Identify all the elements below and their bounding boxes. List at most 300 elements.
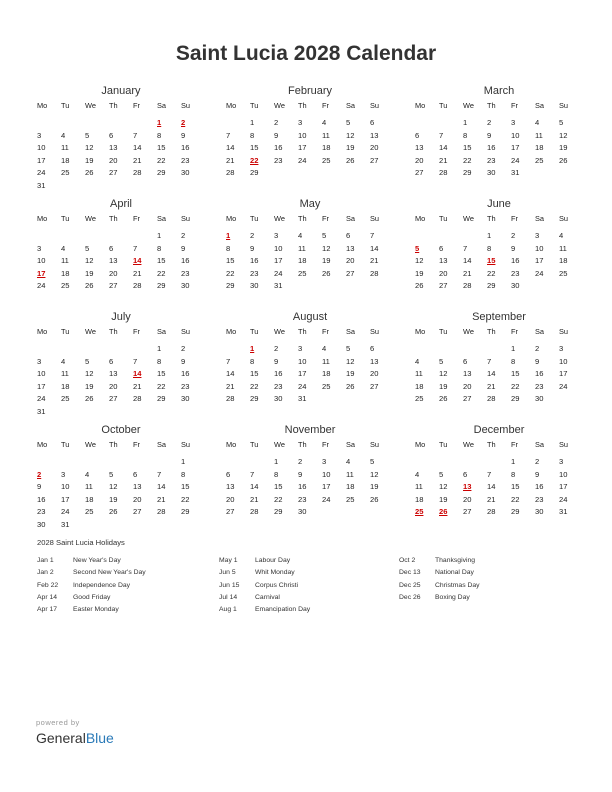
day: 4 [559, 231, 564, 240]
day: 4 [415, 356, 420, 366]
day: 8 [157, 243, 162, 253]
month-days-grid [415, 325, 583, 406]
month-days-grid [37, 325, 205, 419]
day: 31 [559, 507, 568, 517]
day: 20 [370, 143, 379, 153]
empty-day [109, 456, 133, 469]
holiday-row [37, 555, 146, 567]
day: 3 [535, 231, 540, 240]
day: 26 [346, 381, 355, 391]
day: 18 [346, 482, 355, 492]
day: 13 [415, 143, 424, 153]
day: 28 [439, 168, 448, 178]
day: 29 [511, 394, 520, 404]
holiday-day: 1 [226, 231, 231, 240]
day: 12 [370, 469, 379, 479]
day: 6 [370, 344, 375, 353]
month-days-grid [37, 212, 205, 293]
weekday-header: Mo [226, 440, 237, 449]
day: 26 [370, 494, 379, 504]
day: 19 [415, 268, 424, 278]
day: 26 [85, 281, 94, 291]
day: 15 [157, 256, 166, 266]
day: 24 [559, 494, 568, 504]
empty-day [85, 230, 109, 243]
day: 25 [61, 394, 70, 404]
day: 19 [322, 256, 331, 266]
day: 3 [559, 344, 564, 353]
day: 7 [157, 469, 162, 479]
holiday-day: 1 [250, 344, 255, 353]
day: 26 [439, 394, 448, 404]
day: 13 [439, 256, 448, 266]
weekday-header: Mo [226, 214, 237, 223]
day: 5 [346, 118, 351, 127]
month-name: June [487, 198, 511, 210]
holiday-date: Apr 14 [37, 593, 58, 601]
holiday-day: 15 [487, 256, 496, 266]
brand-logo[interactable] [36, 730, 114, 746]
month-days-grid [415, 99, 583, 180]
weekday-header: Tu [439, 101, 448, 110]
day: 20 [226, 494, 235, 504]
day: 14 [250, 482, 259, 492]
month-september [415, 309, 583, 406]
day: 13 [226, 482, 235, 492]
day: 27 [109, 168, 118, 178]
day: 19 [559, 143, 568, 153]
day: 4 [322, 118, 327, 127]
holiday-row [37, 592, 146, 604]
weekday-header: Su [559, 101, 569, 110]
holiday-row [219, 567, 310, 579]
day: 4 [298, 231, 303, 240]
day: 7 [226, 356, 231, 366]
holiday-day: 22 [250, 155, 259, 165]
day: 4 [322, 344, 327, 353]
weekday-header: We [274, 440, 285, 449]
day: 15 [463, 143, 472, 153]
day: 14 [226, 143, 235, 153]
day: 24 [535, 268, 544, 278]
day: 7 [250, 469, 255, 479]
month-days-grid [415, 438, 583, 519]
holiday-name: Easter Monday [73, 606, 119, 614]
month-days-grid [37, 99, 205, 193]
day: 4 [61, 130, 66, 140]
weekday-header: Tu [250, 101, 259, 110]
day: 5 [439, 356, 444, 366]
day: 6 [463, 356, 468, 366]
day: 26 [85, 168, 94, 178]
day: 6 [463, 469, 468, 479]
day: 8 [511, 469, 516, 479]
weekday-header: We [463, 214, 474, 223]
day: 30 [298, 507, 307, 517]
day: 29 [157, 394, 166, 404]
day: 20 [439, 268, 448, 278]
weekday-header: Fr [511, 214, 518, 223]
holiday-day: 2 [37, 469, 42, 479]
day: 21 [133, 268, 142, 278]
day: 27 [109, 281, 118, 291]
day: 21 [157, 494, 166, 504]
holiday-name: Christmas Day [435, 581, 480, 589]
day: 11 [298, 243, 306, 253]
weekday-header: Fr [322, 327, 329, 336]
day: 28 [487, 507, 496, 517]
day: 9 [274, 130, 279, 140]
day: 10 [61, 482, 70, 492]
month-july [37, 309, 205, 419]
day: 8 [157, 130, 162, 140]
empty-day [463, 456, 487, 469]
day: 24 [298, 155, 307, 165]
holiday-column [219, 555, 310, 616]
day: 24 [322, 494, 331, 504]
day: 5 [439, 469, 444, 479]
day: 23 [298, 494, 307, 504]
day: 31 [274, 281, 283, 291]
day: 19 [346, 369, 355, 379]
weekday-header: We [463, 327, 474, 336]
day: 10 [559, 469, 568, 479]
day: 7 [226, 130, 231, 140]
day: 14 [463, 256, 472, 266]
day: 25 [61, 168, 70, 178]
weekday-header: Th [109, 327, 118, 336]
day: 5 [559, 118, 564, 127]
day: 21 [439, 155, 448, 165]
holiday-day: 2 [181, 118, 186, 127]
day: 6 [415, 130, 420, 140]
day: 6 [346, 231, 351, 240]
day: 17 [535, 256, 544, 266]
day: 16 [37, 494, 46, 504]
month-october [37, 422, 205, 532]
weekday-header: Th [487, 214, 496, 223]
empty-day [487, 343, 511, 356]
weekday-header: Mo [415, 327, 426, 336]
weekday-header: Fr [133, 327, 140, 336]
day: 24 [61, 507, 70, 517]
day: 11 [61, 369, 69, 379]
day: 24 [37, 394, 46, 404]
weekday-header: Sa [157, 440, 167, 449]
day: 18 [85, 494, 94, 504]
day: 1 [463, 118, 468, 127]
day: 31 [37, 406, 46, 416]
day: 10 [511, 130, 520, 140]
weekday-header: We [463, 440, 474, 449]
day: 18 [415, 381, 424, 391]
holiday-row [219, 555, 310, 567]
weekday-header: Sa [346, 101, 356, 110]
holiday-date: Jan 1 [37, 557, 54, 564]
day: 11 [559, 243, 567, 253]
weekday-header: Fr [133, 101, 140, 110]
day: 5 [85, 356, 90, 366]
day: 14 [370, 243, 379, 253]
day: 20 [463, 381, 472, 391]
empty-day [37, 230, 61, 243]
empty-day [109, 230, 133, 243]
day: 29 [157, 168, 166, 178]
holiday-row [219, 592, 310, 604]
holiday-date: Jun 15 [219, 581, 240, 589]
weekday-header: We [274, 327, 285, 336]
day: 9 [181, 356, 186, 366]
month-name: February [287, 85, 333, 97]
day: 24 [274, 268, 283, 278]
holiday-row [219, 580, 310, 592]
weekday-header: Sa [535, 214, 545, 223]
day: 22 [226, 268, 235, 278]
weekday-header: Sa [535, 440, 545, 449]
day: 26 [85, 394, 94, 404]
day: 10 [274, 243, 283, 253]
day: 16 [487, 143, 496, 153]
weekday-header: Fr [133, 214, 140, 223]
day: 13 [346, 243, 355, 253]
day: 17 [298, 369, 307, 379]
month-april [37, 196, 205, 293]
weekday-header: Th [109, 214, 118, 223]
day: 23 [274, 381, 283, 391]
day: 12 [85, 256, 94, 266]
day: 17 [559, 482, 568, 492]
day: 29 [463, 168, 472, 178]
day: 12 [559, 130, 568, 140]
weekday-header: Sa [346, 327, 356, 336]
month-august [226, 309, 394, 406]
day: 7 [370, 231, 375, 240]
holiday-day: 17 [37, 268, 46, 278]
day: 6 [370, 118, 375, 127]
month-name: October [101, 424, 141, 436]
day: 4 [535, 118, 540, 127]
weekday-header: Su [559, 440, 569, 449]
empty-day [415, 117, 439, 130]
day: 25 [322, 155, 331, 165]
day: 4 [61, 356, 66, 366]
empty-day [250, 456, 274, 469]
month-november [226, 422, 394, 519]
weekday-header: Su [370, 440, 380, 449]
day: 27 [370, 155, 379, 165]
day: 23 [37, 507, 46, 517]
empty-day [37, 343, 61, 356]
day: 2 [298, 457, 303, 466]
day: 15 [274, 482, 283, 492]
holiday-date: Dec 26 [399, 593, 421, 601]
holiday-row [399, 592, 480, 604]
weekday-header: Sa [535, 327, 545, 336]
month-days-grid [37, 438, 205, 532]
day: 5 [322, 231, 327, 240]
day: 5 [109, 469, 114, 479]
day: 23 [181, 381, 190, 391]
weekday-header: We [463, 101, 474, 110]
day: 26 [346, 155, 355, 165]
weekday-header: Sa [535, 101, 545, 110]
weekday-header: Fr [511, 101, 518, 110]
day: 3 [298, 118, 303, 127]
weekday-header: Su [181, 101, 191, 110]
holiday-date: Dec 13 [399, 569, 421, 577]
day: 27 [439, 281, 448, 291]
day: 11 [322, 130, 330, 140]
day: 9 [181, 243, 186, 253]
day: 15 [181, 482, 190, 492]
day: 29 [157, 281, 166, 291]
day: 20 [109, 381, 118, 391]
day: 19 [370, 482, 379, 492]
day: 27 [370, 381, 379, 391]
day: 20 [133, 494, 142, 504]
weekday-header: We [85, 214, 96, 223]
day: 10 [37, 143, 46, 153]
day: 18 [61, 155, 70, 165]
day: 11 [415, 369, 423, 379]
month-days-grid [226, 99, 394, 180]
month-name: September [472, 311, 526, 323]
day: 29 [226, 281, 235, 291]
empty-day [415, 343, 439, 356]
day: 17 [298, 143, 307, 153]
day: 6 [133, 469, 138, 479]
month-name: July [111, 311, 131, 323]
empty-day [439, 117, 463, 130]
day: 10 [37, 369, 46, 379]
day: 22 [157, 155, 166, 165]
day: 6 [439, 243, 444, 253]
holiday-row [399, 580, 480, 592]
holiday-day: 13 [463, 482, 472, 492]
empty-day [226, 456, 250, 469]
day: 11 [535, 130, 543, 140]
weekday-header: Th [298, 440, 307, 449]
day: 21 [133, 155, 142, 165]
day: 3 [274, 231, 279, 240]
day: 1 [157, 344, 162, 353]
weekday-header: Fr [322, 214, 329, 223]
day: 9 [250, 243, 255, 253]
holiday-name: Good Friday [73, 593, 111, 601]
day: 1 [181, 457, 186, 466]
holiday-name: New Year's Day [73, 557, 121, 564]
day: 12 [346, 356, 355, 366]
day: 17 [61, 494, 70, 504]
empty-day [85, 456, 109, 469]
weekday-header: Th [109, 101, 118, 110]
day: 10 [322, 469, 331, 479]
weekday-header: Mo [226, 327, 237, 336]
weekday-header: Su [181, 214, 191, 223]
day: 27 [415, 168, 424, 178]
day: 30 [511, 281, 520, 291]
day: 20 [109, 268, 118, 278]
month-june [415, 196, 583, 293]
day: 10 [559, 356, 568, 366]
weekday-header: Tu [61, 440, 70, 449]
day: 5 [85, 243, 90, 253]
day: 27 [463, 507, 472, 517]
day: 17 [511, 143, 520, 153]
day: 18 [415, 494, 424, 504]
day: 19 [85, 155, 94, 165]
empty-day [487, 456, 511, 469]
day: 17 [274, 256, 283, 266]
day: 13 [109, 369, 118, 379]
weekday-header: Sa [157, 327, 167, 336]
day: 19 [439, 381, 448, 391]
day: 19 [439, 494, 448, 504]
holiday-row [37, 604, 146, 616]
day: 18 [298, 256, 307, 266]
day: 8 [250, 356, 255, 366]
day: 1 [487, 231, 492, 240]
day: 18 [61, 268, 70, 278]
empty-day [109, 117, 133, 130]
holiday-date: Jul 14 [219, 593, 238, 601]
day: 22 [511, 494, 520, 504]
holiday-row [37, 567, 146, 579]
holidays-title: 2028 Saint Lucia Holidays [37, 538, 125, 547]
weekday-header: Su [181, 440, 191, 449]
empty-day [157, 456, 181, 469]
weekday-header: Mo [415, 214, 426, 223]
empty-day [463, 343, 487, 356]
weekday-header: Su [370, 214, 380, 223]
day: 25 [85, 507, 94, 517]
day: 4 [346, 457, 351, 466]
month-days-grid [415, 212, 583, 293]
month-name: August [292, 311, 328, 323]
day: 28 [157, 507, 166, 517]
footer [36, 718, 114, 746]
day: 11 [61, 143, 69, 153]
weekday-header: Tu [439, 327, 448, 336]
weekday-header: Sa [157, 214, 167, 223]
day: 3 [511, 118, 516, 127]
day: 28 [133, 281, 142, 291]
weekday-header: Th [487, 101, 496, 110]
empty-day [85, 343, 109, 356]
day: 15 [250, 143, 259, 153]
month-days-grid [226, 325, 394, 406]
empty-day [226, 343, 250, 356]
month-february [226, 83, 394, 180]
empty-day [133, 230, 157, 243]
day: 24 [37, 281, 46, 291]
brand-blue: Blue [85, 730, 114, 746]
day: 12 [439, 482, 448, 492]
holiday-date: Apr 17 [37, 606, 58, 614]
day: 16 [535, 369, 544, 379]
day: 17 [559, 369, 568, 379]
day: 14 [487, 369, 496, 379]
day: 1 [511, 344, 516, 353]
day: 4 [415, 469, 420, 479]
day: 7 [133, 130, 138, 140]
day: 9 [181, 130, 186, 140]
weekday-header: Su [559, 214, 569, 223]
empty-day [133, 117, 157, 130]
day: 13 [370, 130, 379, 140]
day: 28 [133, 394, 142, 404]
empty-day [439, 230, 463, 243]
